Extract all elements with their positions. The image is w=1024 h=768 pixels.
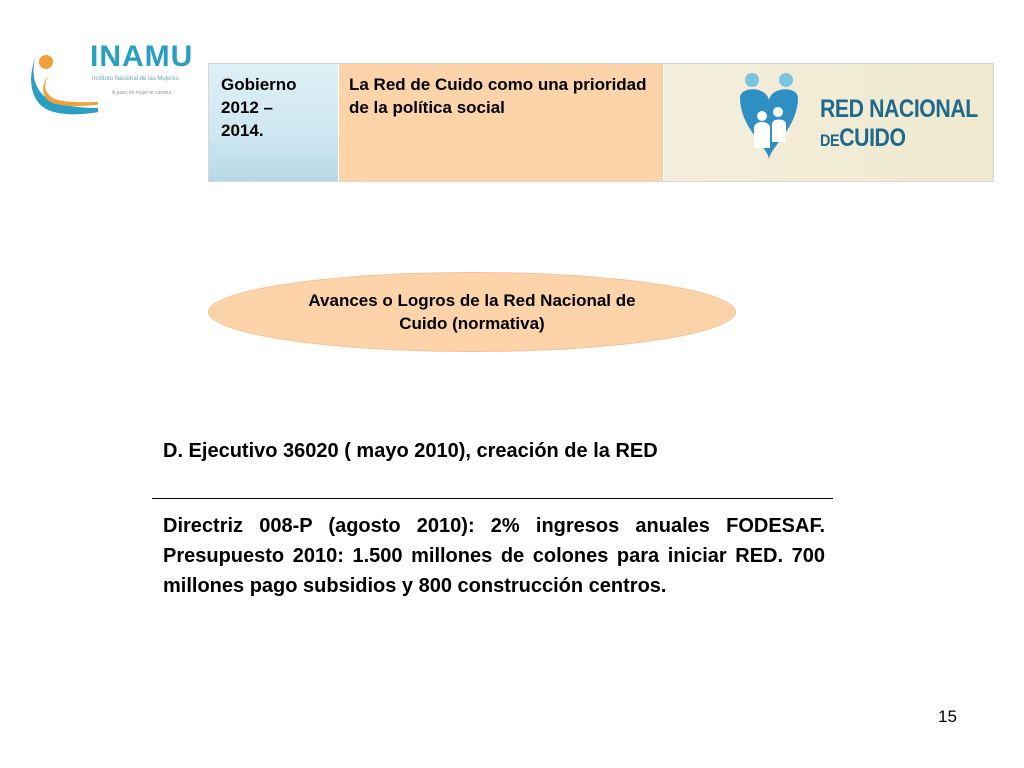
directive-text: Directriz 008-P (agosto 2010): 2% ingresos anuales FODESAF. Presupuesto 2010: 1.500 millones de colones para iniciar RED. 700 millones pago subsidios y 800 construcción centros.: [163, 515, 825, 597]
slide-title: La Red de Cuido como una prioridad de la política social: [339, 64, 664, 181]
red-cuido-banner: [664, 64, 993, 181]
banner-title-line1: RED NACIONAL: [820, 95, 978, 123]
family-icon: [736, 68, 816, 178]
logo-subtitle: Instituto Nacional de las Mujeres: [92, 76, 179, 82]
divider-line: [152, 498, 833, 499]
page-number: 15: [938, 707, 957, 726]
achievements-callout-text: Avances o Logros de la Red Nacional de Cuido (normativa): [308, 291, 636, 333]
inamu-figure-icon: [28, 40, 98, 120]
logo-wordmark: INAMU: [90, 40, 194, 73]
logo-tagline: A paso de mujer te cambia: [112, 90, 172, 96]
header-banner: [208, 63, 994, 182]
banner-title-line2: DECUIDO: [820, 124, 906, 152]
government-period: Gobierno 2012 – 2014.: [209, 64, 339, 181]
inamu-logo: [28, 40, 194, 120]
executive-decree-text: D. Ejecutivo 36020 ( mayo 2010), creación de la RED: [163, 440, 658, 462]
achievements-callout: [208, 272, 736, 352]
